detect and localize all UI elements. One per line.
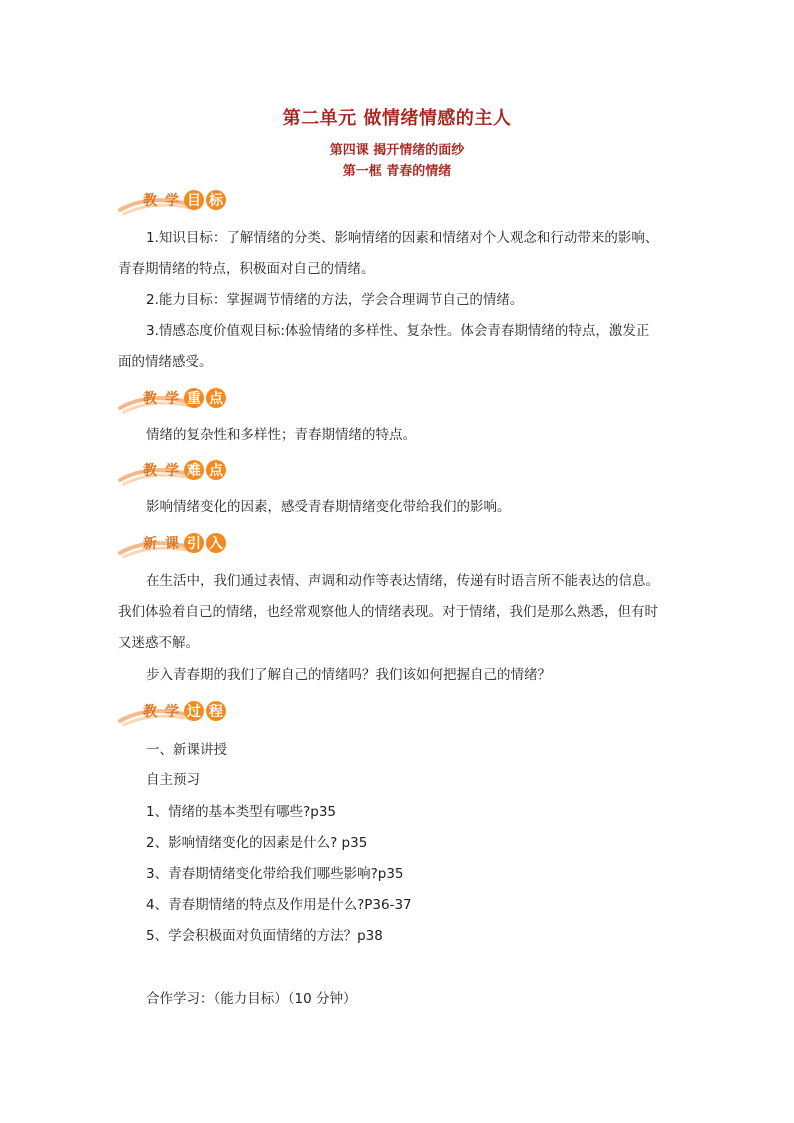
badge-char: 程 xyxy=(206,701,226,721)
badge-char: 学 xyxy=(165,463,179,479)
badge-lesson-intro xyxy=(118,529,228,559)
intro-question: 步入青春期的我们了解自己的情绪吗？我们该如何把握自己的情绪？ xyxy=(146,667,551,683)
badge-teaching-difficulty xyxy=(118,456,228,486)
badge-char: 点 xyxy=(206,460,226,480)
list-item: 2、影响情绪变化的因素是什么? p35 xyxy=(146,835,368,851)
process-subheading: 自主预习 xyxy=(146,772,200,788)
difficulty-text: 影响情绪变化的因素，感受青春期情绪变化带给我们的影响。 xyxy=(146,499,511,515)
goal-knowledge-line2: 青春期情绪的特点，积极面对自己的情绪。 xyxy=(118,261,375,277)
badge-char: 教 xyxy=(143,193,157,209)
badge-char: 重 xyxy=(184,388,204,408)
badge-char: 教 xyxy=(143,391,157,407)
cooperative-learning-line: 合作学习：（能力目标）（10 分钟） xyxy=(146,991,357,1007)
process-heading: 一、新课讲授 xyxy=(146,742,227,758)
badge-char: 学 xyxy=(165,193,179,209)
section-title: 第一框 青春的情绪 xyxy=(342,164,452,179)
intro-line1: 在生活中，我们通过表情、声调和动作等表达情绪，传递有时语言所不能表达的信息。 xyxy=(146,573,659,589)
badge-char: 难 xyxy=(184,460,204,480)
badge-char: 点 xyxy=(206,388,226,408)
list-item: 1、情绪的基本类型有哪些?p35 xyxy=(146,804,337,820)
badge-char: 学 xyxy=(165,704,179,720)
goal-attitude-line2: 面的情绪感受。 xyxy=(118,354,213,370)
focus-text: 情绪的复杂性和多样性；青春期情绪的特点。 xyxy=(146,427,416,443)
badge-teaching-process xyxy=(118,697,228,727)
badge-char: 教 xyxy=(143,463,157,479)
goal-knowledge-line1: 1.知识目标：了解情绪的分类、影响情绪的因素和情绪对个人观念和行动带来的影响、 xyxy=(146,230,659,246)
badge-char: 新 xyxy=(143,536,157,552)
intro-line3: 又迷惑不解。 xyxy=(118,635,199,651)
intro-line2: 我们体验着自己的情绪，也经常观察他人的情绪表现。对于情绪，我们是那么熟悉，但有时 xyxy=(118,604,658,620)
list-item: 3、青春期情绪变化带给我们哪些影响?p35 xyxy=(146,866,404,882)
list-item: 4、青春期情绪的特点及作用是什么?P36-37 xyxy=(146,897,412,913)
badge-char: 过 xyxy=(184,701,204,721)
lesson-title: 第四课 揭开情绪的面纱 xyxy=(329,143,465,158)
badge-char: 入 xyxy=(206,533,226,553)
goal-attitude-line1: 3.情感态度价值观目标:体验情绪的多样性、复杂性。体会青春期情绪的特点，激发正 xyxy=(146,323,650,339)
badge-char: 课 xyxy=(165,536,179,552)
badge-char: 引 xyxy=(184,533,204,553)
badge-teaching-goals xyxy=(118,186,228,216)
list-item: 5、学会积极面对负面情绪的方法？p38 xyxy=(146,928,383,944)
goal-ability: 2.能力目标：掌握调节情绪的方法，学会合理调节自己的情绪。 xyxy=(146,292,524,308)
badge-char: 标 xyxy=(206,190,226,210)
badge-char: 教 xyxy=(143,704,157,720)
badge-char: 学 xyxy=(165,391,179,407)
badge-char: 目 xyxy=(184,190,204,210)
unit-title: 第二单元 做情绪情感的主人 xyxy=(282,108,512,129)
badge-teaching-focus xyxy=(118,384,228,414)
